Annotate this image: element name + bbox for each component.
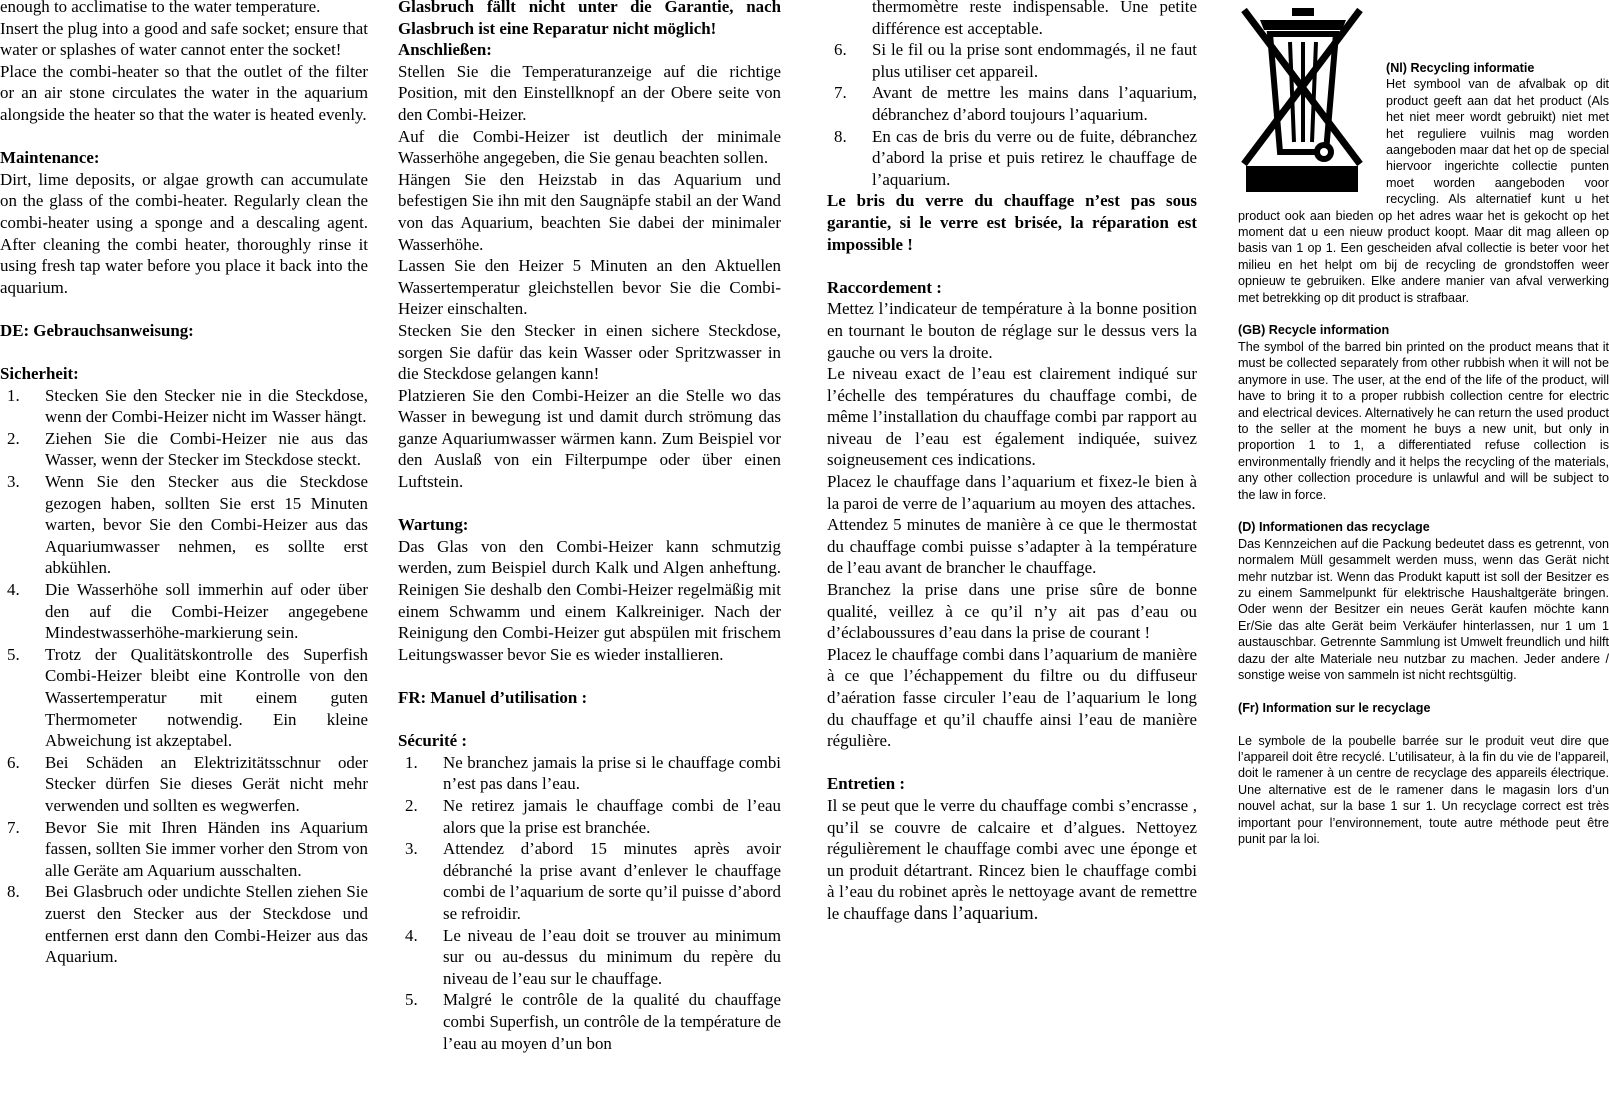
connect-paragraph: Hängen Sie den Heizstab in das Aquarium und befestigen Sie ihn mit den Saugnäpfe stabil an der Wand von das Aquarium, beachten Sie dabei der minimaler Wasserhöhe. <box>398 169 781 254</box>
column-recycling-info <box>1238 0 1609 847</box>
french-safety-heading: Sécurité : <box>398 731 467 751</box>
connect-paragraph: Lassen Sie den Heizer 5 Minuten an den Aktuellen Wassertemperatur gleichstellen bevor Sie die Combi-Heizer einschalten. <box>398 256 781 319</box>
german-safety-heading: Sicherheit: <box>0 364 79 384</box>
list-item: 7. Bevor Sie mit Ihren Händen ins Aquarium fassen, sollten Sie immer vorher den Strom von alle Geräte am Aquarium ausschalten. <box>7 817 368 880</box>
dutch-recycling-text: Het symbool van de afvalbak op dit product geeft aan dat het product (Als het niet meer wordt gebruikt) niet met het reguliere vuilnis mag worden aangeboden maar dat het op de special hiervoor ingerichte collectie punten moet worden aangeboden voor recycling. Als alternatief kunt u het product ook aan bieden op het adres waar het is gekocht op het moment dat u een nieuw product koopt. Maar dit mag alleen op basis van 1 op 1. Een gescheiden afval collectie is beter voor het milieu en het helpt om bij de recycling de grondstoffen weer opnieuw te gebruiken. Elke andere manier van afval verwerking met betrekking op dit product is strafbaar. <box>1238 77 1609 305</box>
maintenance-paragraph: Dirt, lime deposits, or algae growth can accumulate on the glass of the combi-heater. Regularly clean the combi-heater using a sponge and a descaling agent. After cleaning the combi heater, thoroughly rinse it using fresh tap water before you place it back into the aquarium. <box>0 169 368 297</box>
list-item: 2. Ziehen Sie die Combi-Heizer nie aus das Wasser, wenn der Stecker im Steckdose steckt. <box>7 428 368 470</box>
connect-paragraph: Attendez 5 minutes de manière à ce que le thermostat du chauffage combi puisse s’adapter à la température de l’eau avant de brancher le chauffage. <box>827 515 1197 578</box>
connect-paragraph: Auf die Combi-Heizer ist deutlich der minimale Wasserhöhe angegeben, die Sie genau beachten sollen. <box>398 126 781 168</box>
column-french <box>827 0 1197 926</box>
maintenance-heading: Wartung: <box>398 515 469 535</box>
list-item-continued: thermomètre reste indispensable. Une petite différence est acceptable. <box>872 0 1197 38</box>
glass-warning: Glasbruch fällt nicht unter die Garantie, nach Glasbruch ist eine Reparatur nicht möglich! <box>398 0 781 38</box>
crossed-out-wheelie-bin-icon <box>1238 0 1378 198</box>
column-german-french <box>398 0 781 1054</box>
list-item: 1. Ne branchez jamais la prise si le chauffage combi n’est pas dans l’eau. <box>405 752 781 794</box>
german-safety-list <box>0 385 368 968</box>
maintenance-paragraph: Das Glas von den Combi-Heizer kann schmutzig werden, zum Beispiel durch Kalk und Algen anheftung. Reinigen Sie deshalb den Combi-Heizer regelmäßig mit einem Schwamm und einem Kalkreiniger. Nach der Reinigung den Combi-Heizer gut abspülen mit frischem Leitungswasser bevor Sie es wieder installieren. <box>398 536 781 664</box>
maintenance-paragraph: Il se peut que le verre du chauffage combi s’encrasse , qu’il se couvre de calcaire et d’algues. Nettoyez régulièrement le chauffage combi avec une éponge et un produit détartrant. Rincez bien le chauffage combi à l’eau du robinet après le nettoyage avant de remettre le chauffage dans l’aquarium. <box>827 795 1197 924</box>
french-safety-list <box>398 752 781 1054</box>
list-item: 8. En cas de bris du verre ou de fuite, débranchez d’abord la prise et puis retirez le chauffage de l’aquarium. <box>834 126 1197 189</box>
connect-heading: Raccordement : <box>827 277 942 297</box>
maintenance-heading: Entretien : <box>827 774 906 794</box>
connect-paragraph: Placez le chauffage dans l’aquarium et fixez-le bien à la paroi de verre de l’aquarium au moyen des attaches. <box>827 472 1197 513</box>
list-item: 5. Trotz der Qualitätskontrolle des Superfish Combi-Heizer bleibt eine Kontrolle von den Wassertemperatur mit einem guten Thermometer notwendig. Ein kleine Abweichung ist akzeptabel. <box>7 644 368 751</box>
maintenance-heading: Maintenance: <box>0 148 100 168</box>
german-recycling-heading: (D) Informationen das recyclage <box>1238 520 1430 535</box>
list-item: 5. Malgré le contrôle de la qualité du chauffage combi Superfish, un contrôle de la température de l’eau au moyen d’un bon <box>405 990 781 1053</box>
german-section-title: DE: Gebrauchsanweisung: <box>0 320 194 340</box>
list-item: 3. Attendez d’abord 15 minutes après avoir débranché la prise avant d’enlever le chauffage combi de l’aquarium de sorte qu’il puisse d’abord se refroidir. <box>405 839 781 923</box>
french-safety-list-continued <box>827 0 1197 190</box>
placement-paragraph: Place the combi-heater so that the outlet of the filter or an air stone circulates the water in the aquarium alongside the heater so that the water is heated evenly. <box>0 61 368 124</box>
connect-paragraph: Le niveau exact de l’eau est clairement indiqué sur l’échelle des températures du chauffage combi, de même l’installation du chauffage combi par rapport au niveau de l’eau est également indiquée, suivez soigneusement ces indications. <box>827 364 1197 470</box>
connect-heading: Anschließen: <box>398 40 492 60</box>
column-english-german <box>0 0 368 968</box>
connect-paragraph: Stellen Sie die Temperaturanzeige auf die richtige Position, mit den Einstellknopf an der Obere seite von den Combi-Heizer. <box>398 61 781 124</box>
connect-paragraph: Branchez la prise dans une prise sûre de bonne qualité, veillez à ce qu’il n’y ait pas d’eau ou d’éclaboussures d’eau dans la prise de courant ! <box>827 580 1197 643</box>
list-item: 3. Wenn Sie den Stecker aus die Steckdose gezogen haben, sollten Sie erst 15 Minuten warten, bevor Sie den Combi-Heizer aus das Aquariumwasser nehmen, es sollte erst abkühlen. <box>7 472 368 578</box>
maintenance-paragraph-end: dans l’aquarium. <box>913 903 1039 924</box>
connect-paragraph: Mettez l’indicateur de température à la bonne position en tournant le bouton de réglage sur le dessus vers la gauche ou vers la droite. <box>827 299 1197 362</box>
connect-paragraph: Platzieren Sie den Combi-Heizer an die Stelle wo das Wasser in bewegung ist und damit durch strömung das ganze Aquariumwasser wärmen kann. Zum Beispiel vor den Auslaß von ein Filterpumpe oder über einen Luftstein. <box>398 385 781 492</box>
german-recycling-text: Das Kennzeichen auf die Packung bedeutet dass es getrennt, von normalem Müll gesammelt werden muss, wenn das Gerät nicht mehr nutzbar ist. Wenn das Produkt kaputt ist soll der Besitzer es zu einem Sammelpunkt für elektrische Haushaltgeräte bringen. Oder wenn der Besitzer ein neues Gerät kaufen möchte kann Er/Sie das alte Gerät beim Verkäufer hinterlassen, nur 1 um 1 austauschbar. Getrennte Sammlung ist Umwelt freundlich und hilft dazu der alte Materiale neu nutzbar zu machen. Jeder andere / sonstige weise von sammeln ist nicht rechtsgültig. <box>1238 536 1609 682</box>
dutch-recycling-heading: (Nl) Recycling informatie <box>1386 61 1535 75</box>
list-item: 7. Avant de mettre les mains dans l’aquarium, débranchez d’abord toujours l’aquarium. <box>834 83 1197 124</box>
french-recycling-heading: (Fr) Information sur le recyclage <box>1238 700 1431 715</box>
glass-warning: Le bris du verre du chauffage n’est pas sous garantie, si le verre est brisée, la réparation est impossible ! <box>827 191 1197 254</box>
list-item: 4. Le niveau de l’eau doit se trouver au minimum sur ou au-dessus du minimum du repère du niveau de l’eau sur le chauffage. <box>405 925 781 988</box>
connect-paragraph: Placez le chauffage combi dans l’aquarium de manière à ce que l’échappement du filtre ou du diffuseur d’aération fasse circuler l’eau de l’aquarium le long du chauffage et qu’il chauffe ainsi l’eau de manière régulière. <box>827 644 1197 751</box>
english-recycling-heading: (GB) Recycle information <box>1238 323 1390 338</box>
french-section-title: FR: Manuel d’utilisation : <box>398 688 588 707</box>
list-item: 2. Ne retirez jamais le chauffage combi de l’eau alors que la prise est branchée. <box>405 795 781 837</box>
plug-paragraph: Insert the plug into a good and safe socket; ensure that water or splashes of water cannot enter the socket! <box>0 18 368 60</box>
list-item: 6. Si le fil ou la prise sont endommagés, il ne faut plus utiliser cet appareil. <box>834 40 1197 81</box>
list-item: 8. Bei Glasbruch oder undichte Stellen ziehen Sie zuerst den Stecker aus der Steckdose und entfernen erst dann den Combi-Heizer aus das Aquarium. <box>7 882 368 967</box>
list-item: 1. Stecken Sie den Stecker nie in die Steckdose, wenn der Combi-Heizer nicht im Wasser hängt. <box>7 385 368 427</box>
connect-paragraph: Stecken Sie den Stecker in einen sichere Steckdose, sorgen Sie dafür das kein Wasser oder Spritzwasser in die Steckdose gelangen kann! <box>398 320 781 384</box>
list-item: 6. Bei Schäden an Elektrizitätsschnur oder Stecker dürfen Sie dieses Gerät nicht mehr verwenden und sollten es wegwerfen. <box>7 752 368 815</box>
intro-paragraph: enough to acclimatise to the water temperature. <box>0 0 321 16</box>
english-recycling-text: The symbol of the barred bin printed on the product means that it must be collected separately from other rubbish when it will not be anymore in use. The user, at the end of the life of the product, will have to bring it to a proper rubbish collection centre for electric and electrical devices. Alternatively he can return the used product to the seller at the moment he buys a new unit, but only in proportion 1 to 1, a differentiated refuse collection is environmentally friendly and it helps the recycling of the materials, any other collection procedure is unlawful and will be subject to the law in force. <box>1238 339 1609 502</box>
french-recycling-text: Le symbole de la poubelle barrée sur le produit veut dire que l’appareil doit être recyclé. L’utilisateur, à la fin du vie de l’appareil, doit le ramener à un centre de recyclage des appareils électrique. Une alternative est de le ramener dans le magasin lors d’un nouvel achat, sur la base 1 sur 1. Un recyclage correct est très important pour l’environnement, toute autre méthode peut être punit par la loi. <box>1238 733 1609 847</box>
list-item: 4. Die Wasserhöhe soll immerhin auf oder über den auf die Combi-Heizer angegebene Mindestwasserhöhe-markierung sein. <box>7 580 368 643</box>
